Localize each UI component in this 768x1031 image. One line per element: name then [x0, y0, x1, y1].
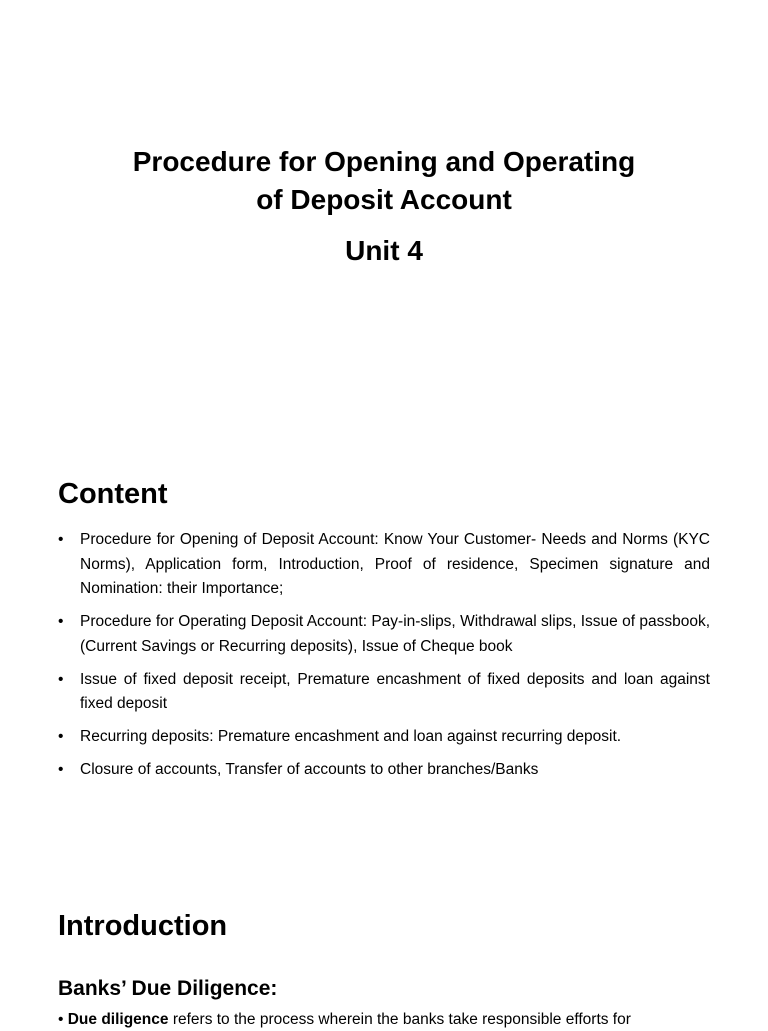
due-diligence-description: refers to the process wherein the banks take responsible efforts for	[168, 1011, 631, 1028]
list-item	[58, 668, 710, 717]
list-item	[58, 725, 710, 750]
bullet-icon: •	[58, 761, 64, 778]
list-item-text: Procedure for Opening of Deposit Account: Know Your Customer- Needs and Norms (KYC Norms), Application form, Introduction, Proof of residence, Specimen signature and Nomination: their Importance;	[80, 531, 710, 597]
content-heading: Content	[58, 478, 168, 510]
list-item	[58, 610, 710, 659]
unit-label: Unit 4	[345, 235, 423, 266]
content-list	[58, 528, 710, 791]
due-diligence-text	[58, 1009, 718, 1031]
due-diligence-term: Due diligence	[67, 1011, 169, 1028]
introduction-heading: Introduction	[58, 910, 228, 942]
bullet-icon: •	[58, 1011, 68, 1028]
list-item	[58, 528, 710, 602]
list-item-text: Procedure for Operating Deposit Account: Pay-in-slips, Withdrawal slips, Issue of passbook, (Current Savings or Recurring deposits), Issue of Cheque book	[80, 613, 710, 655]
document-title-line-1: Procedure for Opening and Operating	[132, 146, 636, 177]
list-item-text: Recurring deposits: Premature encashment and loan against recurring deposit.	[80, 728, 622, 745]
bullet-icon: •	[58, 531, 64, 548]
list-item-text: Issue of fixed deposit receipt, Premature encashment of fixed deposits and loan against fixed deposit	[80, 670, 710, 712]
bullet-icon: •	[58, 670, 64, 688]
document-title-line-2: of Deposit Account	[256, 184, 512, 215]
list-item-text: Closure of accounts, Transfer of accounts to other branches/Banks	[80, 761, 539, 778]
list-item	[58, 758, 710, 783]
due-diligence-heading: Banks’ Due Diligence:	[58, 977, 278, 1000]
title-block	[0, 143, 768, 270]
bullet-icon: •	[58, 728, 64, 745]
bullet-icon: •	[58, 613, 64, 630]
